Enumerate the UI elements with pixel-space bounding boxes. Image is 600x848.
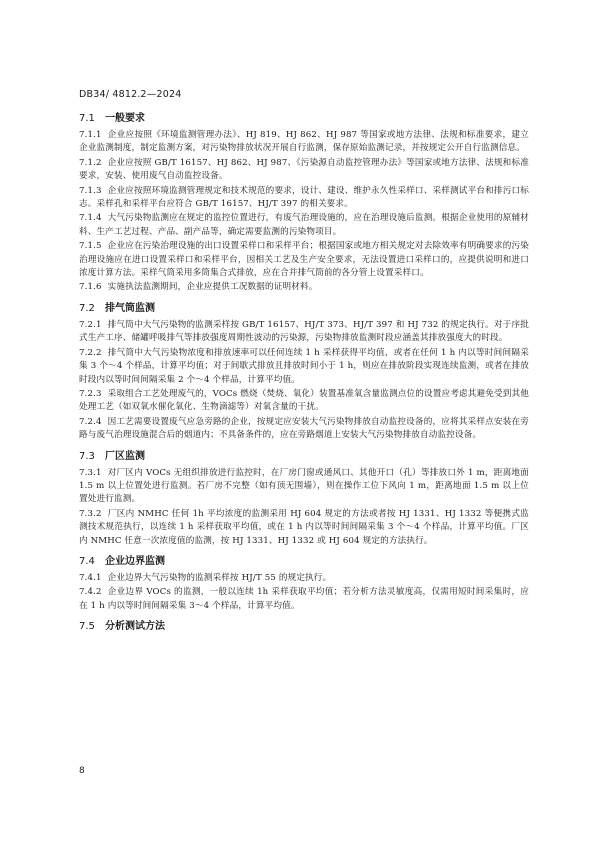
- clause-paragraph: [79, 319, 529, 346]
- section-title: 一般要求: [105, 113, 145, 124]
- clause-number: 7.1.2: [79, 157, 102, 168]
- section-title: 分析测试方法: [105, 621, 165, 633]
- clause-paragraph: [79, 508, 529, 548]
- section-heading: [79, 555, 529, 569]
- section-number: 7.5: [79, 621, 95, 633]
- section-title: 排气筒监测: [105, 302, 155, 314]
- clause-paragraph: [79, 281, 529, 294]
- clause-paragraph: [79, 129, 529, 156]
- clause-number: 7.1.4: [79, 213, 102, 224]
- clause-paragraph: [79, 157, 529, 184]
- clause-number: 7.1.3: [79, 185, 102, 196]
- clause-paragraph: [79, 240, 529, 280]
- page-number: 8: [79, 766, 85, 776]
- clause-text: 大气污染物监测应在规定的监控位置进行，有废气治理设施的，应在治理设施后监测。根据企业使用的原辅材料、生产工艺过程、产品、副产品等，确定需要监测的污染物项目。: [79, 213, 529, 237]
- clause-number: 7.2.4: [79, 416, 102, 427]
- clause-number: 7.4.2: [79, 587, 102, 598]
- section-number: 7.4: [79, 555, 95, 567]
- clause-text: 因工艺需要设置废气应急旁路的企业，按规定应安装大气污染物排放自动监控设备的，应将其采样点安装在旁路与废气治理设施混合后的烟道内；不具备条件的，应在旁路烟道上安装大气污染物排放自动监控设备。: [79, 416, 529, 441]
- clause-text: 实施执法监测期间，企业应提供工况数据的证明材料。: [107, 282, 318, 293]
- clause-number: 7.2.1: [79, 319, 102, 330]
- clause-text: 企业应在污染治理设施的出口设置采样口和采样平台；根据国家或地方相关规定对去除效率有明确要求的污染治理设施应在进口设置采样口和采样平台，因相关工艺及生产安全要求，无法设置进口采样口的，应提供说明和进口浓度计算方法。采样气筒采用多筒集合式排放，应在合并排气筒前的各分管上设置采样口。: [79, 241, 529, 279]
- section-heading: [79, 450, 529, 464]
- clause-number: 7.2.2: [79, 347, 102, 358]
- document-body: [79, 112, 529, 637]
- clause-text: 企业应按照环境监测管理规定和技术规范的要求，设计、建设、维护永久性采样口、采样测试平台和排污口标志。采样孔和采样平台应符合 GB/T 16157、HJ/T 397 的相关要求。: [79, 185, 529, 210]
- clause-number: 7.1.1: [79, 130, 102, 140]
- section-heading: [79, 112, 529, 126]
- clause-number: 7.4.1: [79, 572, 102, 583]
- clause-paragraph: [79, 388, 529, 415]
- clause-paragraph: [79, 467, 529, 507]
- clause-paragraph: [79, 212, 529, 239]
- section-heading: [79, 620, 529, 634]
- clause-number: 7.3.1: [79, 467, 102, 478]
- section-number: 7.3: [79, 450, 95, 462]
- clause-text: 对厂区内 VOCs 无组织排放进行监控时，在厂房门窗或通风口、其他开口（孔）等排放口外 1 m，距离地面 1.5 m 以上位置处进行监测。若厂房不完整（如有顶无围墙），则在操作工位下风向 1 m，距离地面 1.5 m 以上位置处进行监测。: [79, 467, 529, 505]
- clause-paragraph: [79, 416, 529, 443]
- clause-text: 企业边界 VOCs 的监测，一般以连续 1h 采样获取平均值；若分析方法灵敏度高，仅需用短时间采集时，应在 1 h 内以等时间间隔采集 3～4 个样品，计算平均值。: [79, 587, 529, 611]
- clause-number: 7.2.3: [79, 388, 102, 399]
- clause-number: 7.1.5: [79, 241, 102, 252]
- clause-text: 企业应按照《环境监测管理办法》、HJ 819、HJ 862、HJ 987 等国家或地方法律、法规和标准要求，建立企业监测制度，制定监测方案，对污染物排放状况开展自行监测，保存原始监测记录，并按规定公开自行监测信息。: [79, 130, 529, 154]
- clause-paragraph: [79, 347, 529, 387]
- section-title: 企业边界监测: [105, 555, 165, 567]
- clause-number: 7.3.2: [79, 508, 102, 519]
- clause-text: 厂区内 NMHC 任何 1h 平均浓度的监测采用 HJ 604 规定的方法或者按 HJ 1331、HJ 1332 等便携式监测技术规范执行，以连续 1 h 采样获取平均值，或在 1 h 内以等时间间隔采集 3 个～4 个样品，计算平均值。厂区内 NMHC 任意一次浓度值的监测，按 HJ 1331、HJ 1332 或 HJ 604 规定的方法执行。: [79, 508, 529, 546]
- section-heading: [79, 302, 529, 316]
- clause-text: 企业边界大气污染物的监测采样按 HJ/T 55 的规定执行。: [107, 572, 332, 583]
- clause-text: 采取组合工艺处理废气的，VOCs 燃烧（焚烧、氧化）装置基准氧含量监测点位的设置应考虑其避免受到其他处理工艺（如双氧水催化氧化、生物滴滤等）对氧含量的干扰。: [79, 388, 529, 413]
- clause-text: 企业应按照 GB/T 16157、HJ 862、HJ 987、《污染源自动监控管理办法》等国家或地方法律、法规和标准要求，安装、使用废气自动监控设备。: [79, 157, 529, 182]
- document-id: DB34/ 4812.2—2024: [79, 89, 182, 100]
- clause-paragraph: [79, 586, 529, 613]
- section-number: 7.2: [79, 302, 95, 314]
- clause-number: 7.1.6: [79, 282, 102, 293]
- clause-text: 排气筒中大气污染物浓度和排放速率可以任何连续 1 h 采样获得平均值，或者在任何 1 h 内以等时间间隔采集 3 个～4 个样品，计算平均值；对于间歇式排放且排放时间小于 1 h，则应在排放阶段实现连续监测，或者在排放时段内以等时间间隔采集 2 个～4 个样品，计算平均值。: [79, 347, 529, 385]
- clause-paragraph: [79, 185, 529, 212]
- clause-paragraph: [79, 572, 529, 585]
- section-title: 厂区监测: [105, 450, 145, 462]
- clause-text: 排气筒中大气污染物的监测采样按 GB/T 16157、HJ/T 373、HJ/T 397 和 HJ 732 的规定执行。对于序批式生产工序、储罐呼吸排气等排放强度周期性波动的污染源，污染物排放监测时段应涵盖其排放强度大的时段。: [79, 319, 529, 344]
- section-number: 7.1: [79, 113, 95, 124]
